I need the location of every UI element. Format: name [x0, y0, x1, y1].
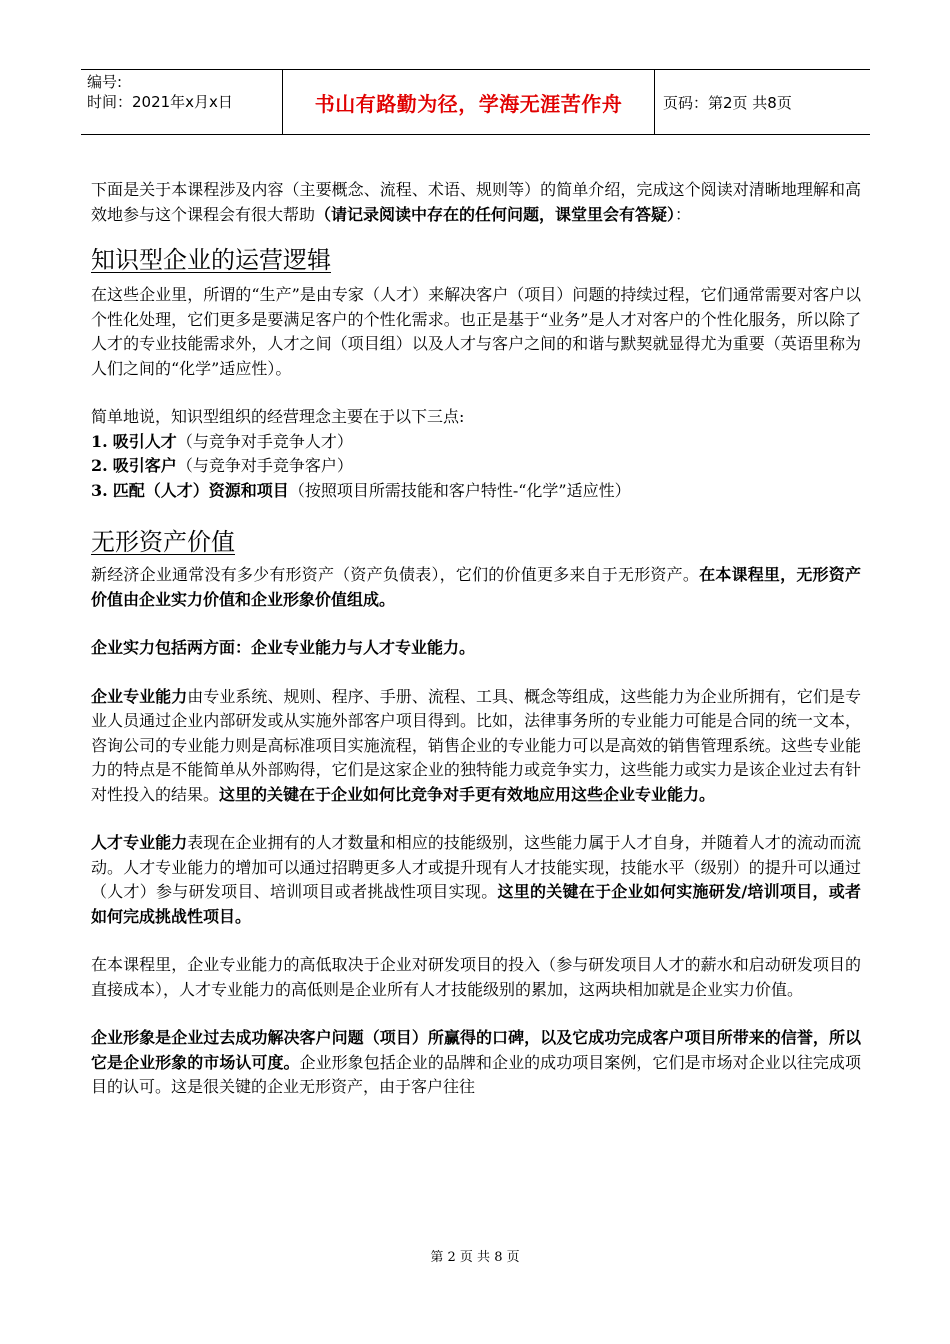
p6-bold: 企业形象是企业过去成功解决客户问题（项目）所赢得的口碑，以及它成功完成客户项目所带来的信誉，所以它是企业形象的市场认可度。 [91, 1028, 861, 1072]
page-header [81, 69, 870, 135]
section-title-intangible [91, 525, 861, 559]
motto: 书山有路勤为径，学海无涯苦作舟 [314, 91, 623, 116]
document-body [91, 178, 861, 1100]
spacer [91, 807, 861, 831]
section2-p1 [91, 563, 861, 612]
page-label: 页码：第2页 共8页 [663, 93, 792, 112]
section2-p5: 在本课程里，企业专业能力的高低取决于企业对研发项目的投入（参与研发项目人才的薪水和启动研发项目的直接成本），人才专业能力的高低则是企业所有人才技能级别的累加，这两块相加就是企业实力价值。 [91, 955, 861, 999]
header-motto-cell [282, 70, 655, 134]
list-bold: 吸引客户 [112, 456, 177, 475]
spacer [91, 929, 861, 953]
spacer [91, 1002, 861, 1026]
list-item [91, 430, 861, 455]
intro-tail: ： [675, 204, 692, 224]
section2-p6 [91, 1026, 861, 1100]
section2-title-text: 无形资产价值 [91, 528, 235, 556]
p6-text: 企业形象包括企业的品牌和企业的成功项目案例，它们是市场对企业以往完成项目的认可。这是很关键的企业无形资产，由于客户往往 [91, 1052, 861, 1096]
section2-p2 [91, 636, 861, 661]
header-meta [81, 70, 282, 134]
p1-text: 新经济企业通常没有多少有形资产（资产负债表），它们的价值更多来自于无形资产。 [91, 565, 700, 584]
section2-p3 [91, 685, 861, 808]
section1-summary: 简单地说，知识型组织的经营理念主要在于以下三点: [91, 407, 465, 426]
section-title-operations [91, 243, 861, 277]
list-num: 3. [91, 480, 108, 500]
section1-paragraph: 在这些企业里，所谓的“生产”是由专家（人才）来解决客户（项目）问题的持续过程，它们通常需要对客户以个性化处理，它们更多是要满足客户的个性化需求。也正是基于“业务”是人才对客户的个性化服务，所以除了人才的专业技能需求外，人才之间（项目组）以及人才与客户之间的和谐与默契就显得尤为重要（英语里称为人们之间的“化学”适应性）。 [91, 285, 861, 378]
p1-bold: 在本课程里，无形资产价值由企业实力价值和企业形象价值组成。 [91, 565, 861, 609]
intro-text: 下面是关于本课程涉及内容（主要概念、流程、术语、规则等）的简单介绍，完成这个阅读对清晰地理解和高效地参与这个课程会有很大帮助 [91, 180, 861, 224]
spacer [91, 612, 861, 636]
spacer [91, 381, 861, 405]
header-page-cell [655, 70, 870, 134]
p3-lead: 企业专业能力 [91, 686, 188, 706]
number-label: 编号: [87, 73, 123, 91]
p4-bold: 这里的关键在于企业如何实施研发/培训项目，或者如何完成挑战性项目。 [91, 882, 861, 926]
list-bold: 吸引人才 [112, 431, 177, 451]
list-item [91, 454, 861, 479]
list-num: 1. [91, 431, 108, 451]
section2-p4 [91, 831, 861, 929]
date-label: 时间：2021年x月x日 [87, 93, 233, 111]
p4-lead: 人才专业能力 [91, 833, 188, 852]
page-footer: 第 2 页 共 8 页 [430, 1250, 520, 1265]
intro-paragraph [91, 178, 861, 227]
list-rest: （与竞争对手竞争客户） [176, 456, 353, 475]
list-num: 2. [91, 456, 108, 475]
section1-title-text: 知识型企业的运营逻辑 [91, 246, 331, 274]
p2-bold: 企业实力包括两方面：企业专业能力与人才专业能力。 [91, 638, 476, 657]
list-rest: （与竞争对手竞争人才） [176, 431, 353, 451]
p3-text: 由专业系统、规则、程序、手册、流程、工具、概念等组成，这些能力为企业所拥有，它们是专业人员通过企业内部研发或从实施外部客户项目得到。比如，法律事务所的专业能力可能是合同的统一文本，咨询公司的专业能力则是高标准项目实施流程，销售企业的专业能力可以是高效的销售管理系统。这些专业能力的特点是不能简单从外部购得，它们是这家企业的独特能力或竞争实力，这些能力或实力是该企业过去有针对性投入的结果。 [91, 686, 861, 804]
intro-bold: （请记录阅读中存在的任何问题，课堂里会有答疑） [315, 204, 676, 224]
list-bold: 匹配（人才）资源和项目 [112, 480, 289, 500]
spacer [91, 661, 861, 685]
list-item [91, 479, 861, 504]
p4-text: 表现在企业拥有的人才数量和相应的技能级别，这些能力属于人才自身，并随着人才的流动而流动。人才专业能力的增加可以通过招聘更多人才或提升现有人才技能实现，技能水平（级别）的提升可以通过（人才）参与研发项目、培训项目或者挑战性项目实现。 [91, 833, 861, 901]
p3-bold: 这里的关键在于企业如何比竞争对手更有效地应用这些企业专业能力。 [219, 784, 716, 804]
list-rest: （按照项目所需技能和客户特性-“化学”适应性） [288, 480, 631, 500]
